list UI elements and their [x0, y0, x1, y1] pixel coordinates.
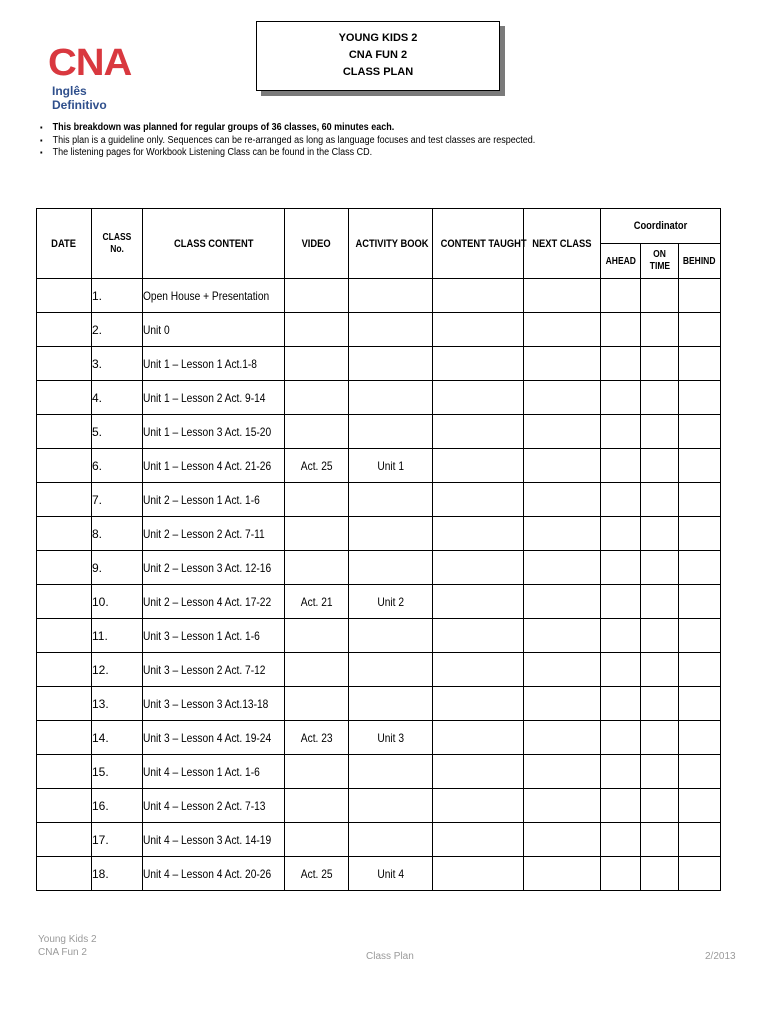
video-cell — [285, 415, 349, 449]
behind-cell — [679, 619, 721, 653]
date-cell — [37, 517, 92, 551]
ahead-cell — [601, 347, 641, 381]
activity-book-cell — [349, 619, 433, 653]
content-taught-cell — [433, 347, 524, 381]
video-cell — [285, 279, 349, 313]
next-class-cell — [524, 517, 601, 551]
next-class-cell — [524, 755, 601, 789]
date-cell — [37, 721, 92, 755]
class-content-cell: Open House + Presentation — [143, 279, 285, 313]
activity-book-cell: Unit 3 — [349, 721, 433, 755]
header-content-taught: CONTENT TAUGHT — [433, 209, 524, 279]
class-content-cell: Unit 3 – Lesson 2 Act. 7-12 — [143, 653, 285, 687]
activity-book-cell — [349, 483, 433, 517]
next-class-cell — [524, 449, 601, 483]
video-cell — [285, 551, 349, 585]
content-taught-cell — [433, 449, 524, 483]
content-taught-cell — [433, 279, 524, 313]
table-row — [37, 687, 721, 721]
ahead-cell — [601, 415, 641, 449]
video-cell — [285, 687, 349, 721]
content-taught-cell — [433, 313, 524, 347]
behind-cell — [679, 279, 721, 313]
table-row — [37, 279, 721, 313]
class-no-cell: 1. — [92, 279, 143, 313]
footer-program: Young Kids 2 — [38, 934, 97, 945]
logo-tagline: Inglês Definitivo — [52, 84, 107, 112]
class-no-cell: 8. — [92, 517, 143, 551]
video-cell: Act. 25 — [285, 857, 349, 891]
ahead-cell — [601, 653, 641, 687]
behind-cell — [679, 857, 721, 891]
class-no-cell: 10. — [92, 585, 143, 619]
video-cell — [285, 517, 349, 551]
table-row — [37, 517, 721, 551]
table-row — [37, 857, 721, 891]
table-row — [37, 721, 721, 755]
class-content-cell: Unit 2 – Lesson 3 Act. 12-16 — [143, 551, 285, 585]
content-taught-cell — [433, 653, 524, 687]
header-activity-book: ACTIVITY BOOK — [349, 209, 433, 279]
video-cell — [285, 653, 349, 687]
class-content-cell: Unit 4 – Lesson 1 Act. 1-6 — [143, 755, 285, 789]
video-cell: Act. 21 — [285, 585, 349, 619]
behind-cell — [679, 347, 721, 381]
table-row — [37, 415, 721, 449]
on-time-cell — [641, 653, 679, 687]
content-taught-cell — [433, 483, 524, 517]
content-taught-cell — [433, 517, 524, 551]
title-line-1: YOUNG KIDS 2 — [338, 32, 418, 44]
ahead-cell — [601, 449, 641, 483]
date-cell — [37, 347, 92, 381]
table-row — [37, 755, 721, 789]
date-cell — [37, 313, 92, 347]
content-taught-cell — [433, 823, 524, 857]
logo-mark: CNA — [48, 42, 132, 84]
class-content-cell: Unit 2 – Lesson 1 Act. 1-6 — [143, 483, 285, 517]
next-class-cell — [524, 619, 601, 653]
activity-book-cell — [349, 653, 433, 687]
video-cell — [285, 789, 349, 823]
ahead-cell — [601, 755, 641, 789]
next-class-cell — [524, 721, 601, 755]
ahead-cell — [601, 721, 641, 755]
header-behind: BEHIND — [679, 244, 721, 279]
behind-cell — [679, 449, 721, 483]
date-cell — [37, 687, 92, 721]
title-line-3: CLASS PLAN — [342, 66, 414, 78]
on-time-cell — [641, 517, 679, 551]
behind-cell — [679, 483, 721, 517]
activity-book-cell — [349, 279, 433, 313]
on-time-cell — [641, 415, 679, 449]
next-class-cell — [524, 857, 601, 891]
activity-book-cell: Unit 1 — [349, 449, 433, 483]
class-no-cell: 14. — [92, 721, 143, 755]
content-taught-cell — [433, 755, 524, 789]
date-cell — [37, 857, 92, 891]
on-time-cell — [641, 313, 679, 347]
activity-book-cell — [349, 823, 433, 857]
on-time-cell — [641, 789, 679, 823]
date-cell — [37, 755, 92, 789]
content-taught-cell — [433, 789, 524, 823]
table-row — [37, 381, 721, 415]
header-class-no: CLASS No. — [92, 209, 143, 279]
next-class-cell — [524, 313, 601, 347]
table-row — [37, 585, 721, 619]
cna-logo — [48, 42, 138, 112]
behind-cell — [679, 313, 721, 347]
activity-book-cell: Unit 2 — [349, 585, 433, 619]
behind-cell — [679, 823, 721, 857]
class-content-cell: Unit 4 – Lesson 3 Act. 14-19 — [143, 823, 285, 857]
ahead-cell — [601, 483, 641, 517]
ahead-cell — [601, 517, 641, 551]
content-taught-cell — [433, 721, 524, 755]
date-cell — [37, 415, 92, 449]
date-cell — [37, 449, 92, 483]
header-class-content: CLASS CONTENT — [143, 209, 285, 279]
class-content-cell: Unit 3 – Lesson 3 Act.13-18 — [143, 687, 285, 721]
content-taught-cell — [433, 551, 524, 585]
note-item: ▪ This plan is a guideline only. Sequences can be re-arranged as long as language focuses and test classes are respected. — [40, 135, 670, 148]
activity-book-cell — [349, 789, 433, 823]
header-coordinator: Coordinator — [601, 209, 721, 244]
content-taught-cell — [433, 687, 524, 721]
class-no-cell: 6. — [92, 449, 143, 483]
footer-center: Class Plan — [366, 951, 414, 962]
date-cell — [37, 789, 92, 823]
next-class-cell — [524, 279, 601, 313]
content-taught-cell — [433, 381, 524, 415]
on-time-cell — [641, 857, 679, 891]
next-class-cell — [524, 789, 601, 823]
behind-cell — [679, 789, 721, 823]
next-class-cell — [524, 415, 601, 449]
video-cell — [285, 483, 349, 517]
on-time-cell — [641, 687, 679, 721]
video-cell: Act. 23 — [285, 721, 349, 755]
on-time-cell — [641, 585, 679, 619]
date-cell — [37, 381, 92, 415]
ahead-cell — [601, 551, 641, 585]
ahead-cell — [601, 585, 641, 619]
class-plan-table — [36, 208, 721, 891]
table-row — [37, 449, 721, 483]
date-cell — [37, 653, 92, 687]
on-time-cell — [641, 721, 679, 755]
class-no-cell: 12. — [92, 653, 143, 687]
header-video: VIDEO — [285, 209, 349, 279]
class-no-cell: 18. — [92, 857, 143, 891]
behind-cell — [679, 755, 721, 789]
date-cell — [37, 823, 92, 857]
header-row — [37, 209, 721, 244]
class-no-cell: 17. — [92, 823, 143, 857]
behind-cell — [679, 687, 721, 721]
behind-cell — [679, 415, 721, 449]
content-taught-cell — [433, 857, 524, 891]
on-time-cell — [641, 381, 679, 415]
class-content-cell: Unit 2 – Lesson 2 Act. 7-11 — [143, 517, 285, 551]
on-time-cell — [641, 755, 679, 789]
class-content-cell: Unit 1 – Lesson 4 Act. 21-26 — [143, 449, 285, 483]
ahead-cell — [601, 857, 641, 891]
behind-cell — [679, 721, 721, 755]
on-time-cell — [641, 347, 679, 381]
class-no-cell: 5. — [92, 415, 143, 449]
on-time-cell — [641, 619, 679, 653]
activity-book-cell — [349, 517, 433, 551]
class-content-cell: Unit 3 – Lesson 1 Act. 1-6 — [143, 619, 285, 653]
table-row — [37, 823, 721, 857]
footer-date: 2/2013 — [705, 951, 736, 962]
ahead-cell — [601, 789, 641, 823]
class-no-cell: 7. — [92, 483, 143, 517]
note-item: ▪ This breakdown was planned for regular groups of 36 classes, 60 minutes each. — [40, 122, 670, 135]
video-cell — [285, 619, 349, 653]
class-content-cell: Unit 1 – Lesson 3 Act. 15-20 — [143, 415, 285, 449]
class-no-cell: 9. — [92, 551, 143, 585]
video-cell — [285, 381, 349, 415]
table-row — [37, 653, 721, 687]
ahead-cell — [601, 279, 641, 313]
table-row — [37, 619, 721, 653]
date-cell — [37, 619, 92, 653]
class-no-cell: 15. — [92, 755, 143, 789]
content-taught-cell — [433, 619, 524, 653]
activity-book-cell — [349, 347, 433, 381]
activity-book-cell — [349, 313, 433, 347]
ahead-cell — [601, 619, 641, 653]
ahead-cell — [601, 687, 641, 721]
on-time-cell — [641, 449, 679, 483]
class-no-cell: 2. — [92, 313, 143, 347]
title-line-2: CNA FUN 2 — [348, 49, 408, 61]
on-time-cell — [641, 483, 679, 517]
class-content-cell: Unit 1 – Lesson 1 Act.1-8 — [143, 347, 285, 381]
next-class-cell — [524, 687, 601, 721]
class-no-cell: 16. — [92, 789, 143, 823]
next-class-cell — [524, 551, 601, 585]
activity-book-cell — [349, 381, 433, 415]
class-no-cell: 13. — [92, 687, 143, 721]
on-time-cell — [641, 279, 679, 313]
activity-book-cell — [349, 415, 433, 449]
class-content-cell: Unit 1 – Lesson 2 Act. 9-14 — [143, 381, 285, 415]
video-cell — [285, 313, 349, 347]
content-taught-cell — [433, 585, 524, 619]
next-class-cell — [524, 381, 601, 415]
header-date: DATE — [37, 209, 92, 279]
behind-cell — [679, 551, 721, 585]
notes-list — [40, 122, 670, 160]
footer-book: CNA Fun 2 — [38, 947, 87, 958]
activity-book-cell: Unit 4 — [349, 857, 433, 891]
class-no-cell: 3. — [92, 347, 143, 381]
header-on-time: ON TIME — [641, 244, 679, 279]
note-item: ▪ The listening pages for Workbook Listening Class can be found in the Class CD. — [40, 147, 670, 160]
on-time-cell — [641, 823, 679, 857]
header-ahead: AHEAD — [601, 244, 641, 279]
ahead-cell — [601, 823, 641, 857]
next-class-cell — [524, 823, 601, 857]
behind-cell — [679, 517, 721, 551]
class-content-cell: Unit 3 – Lesson 4 Act. 19-24 — [143, 721, 285, 755]
table-row — [37, 347, 721, 381]
video-cell — [285, 347, 349, 381]
table-row — [37, 551, 721, 585]
ahead-cell — [601, 381, 641, 415]
video-cell — [285, 823, 349, 857]
class-content-cell: Unit 4 – Lesson 4 Act. 20-26 — [143, 857, 285, 891]
activity-book-cell — [349, 687, 433, 721]
behind-cell — [679, 585, 721, 619]
video-cell — [285, 755, 349, 789]
table-row — [37, 789, 721, 823]
class-content-cell: Unit 2 – Lesson 4 Act. 17-22 — [143, 585, 285, 619]
behind-cell — [679, 381, 721, 415]
date-cell — [37, 279, 92, 313]
next-class-cell — [524, 585, 601, 619]
on-time-cell — [641, 551, 679, 585]
behind-cell — [679, 653, 721, 687]
date-cell — [37, 483, 92, 517]
class-no-cell: 11. — [92, 619, 143, 653]
next-class-cell — [524, 483, 601, 517]
document-title-box — [256, 21, 500, 91]
next-class-cell — [524, 347, 601, 381]
table-row — [37, 313, 721, 347]
date-cell — [37, 585, 92, 619]
next-class-cell — [524, 653, 601, 687]
date-cell — [37, 551, 92, 585]
class-content-cell: Unit 4 – Lesson 2 Act. 7-13 — [143, 789, 285, 823]
activity-book-cell — [349, 551, 433, 585]
activity-book-cell — [349, 755, 433, 789]
class-content-cell: Unit 0 — [143, 313, 285, 347]
content-taught-cell — [433, 415, 524, 449]
class-no-cell: 4. — [92, 381, 143, 415]
table-row — [37, 483, 721, 517]
ahead-cell — [601, 313, 641, 347]
video-cell: Act. 25 — [285, 449, 349, 483]
footer-left — [38, 933, 97, 959]
header-next-class: NEXT CLASS — [524, 209, 601, 279]
